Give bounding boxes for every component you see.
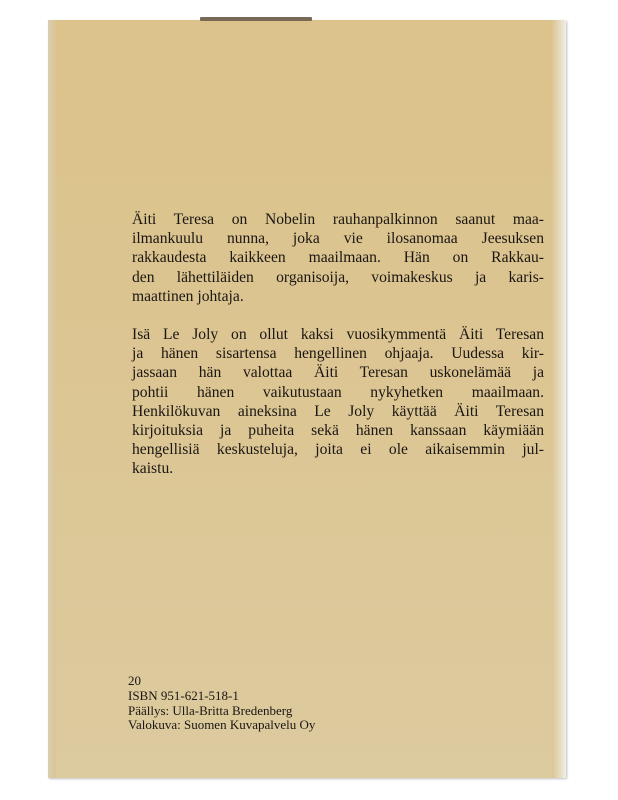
text-line: kirjoituksia ja puheita sekä hänen kanssaan käymiään xyxy=(132,421,544,439)
photo-credit: Valokuva: Suomen Kuvapalvelu Oy xyxy=(128,717,316,733)
text-line: Henkilökuvan aineksina Le Joly käyttää Äiti Teresan xyxy=(132,402,544,420)
series-number: 20 xyxy=(128,673,141,688)
text-line: Isä Le Joly on ollut kaksi vuosikymmentä Äiti Teresan xyxy=(132,326,544,343)
text-line: jassaan hän valottaa Äiti Teresan uskonelämää ja xyxy=(132,364,544,382)
text-line: ilmankuulu nunna, joka vie ilosanomaa Jeesuksen xyxy=(132,230,544,248)
blurb-paragraph-1 xyxy=(132,210,544,306)
text-line: ja hänen sisartensa hengellinen ohjaaja. Uudessa kir- xyxy=(132,345,544,363)
isbn: ISBN 951-621-518-1 xyxy=(128,687,239,703)
text-line: Äiti Teresa on Nobelin rauhanpalkinnon saanut maa- xyxy=(132,211,544,228)
text-line: pohtii hänen vaikutustaan nykyhetken maailmaan. xyxy=(132,383,544,401)
cover-design-credit: Päällys: Ulla-Britta Bredenberg xyxy=(128,702,293,718)
cover-spine-edge xyxy=(552,20,566,778)
cover-top-tab xyxy=(200,17,312,21)
cover-left-edge xyxy=(48,20,56,778)
text-line: kaistu. xyxy=(132,460,174,478)
blurb-paragraph-2 xyxy=(132,325,544,479)
text-line: rakkaudesta kaikkeen maailmaan. Hän on Rakkau- xyxy=(132,249,544,267)
text-line: hengellisiä keskusteluja, joita ei ole aikaisemmin jul- xyxy=(132,441,544,459)
text-line: den lähettiläiden organisoija, voimakeskus ja karis- xyxy=(132,268,544,286)
book-back-cover xyxy=(48,20,566,778)
colophon xyxy=(128,674,315,733)
text-line: maattinen johtaja. xyxy=(132,287,244,305)
